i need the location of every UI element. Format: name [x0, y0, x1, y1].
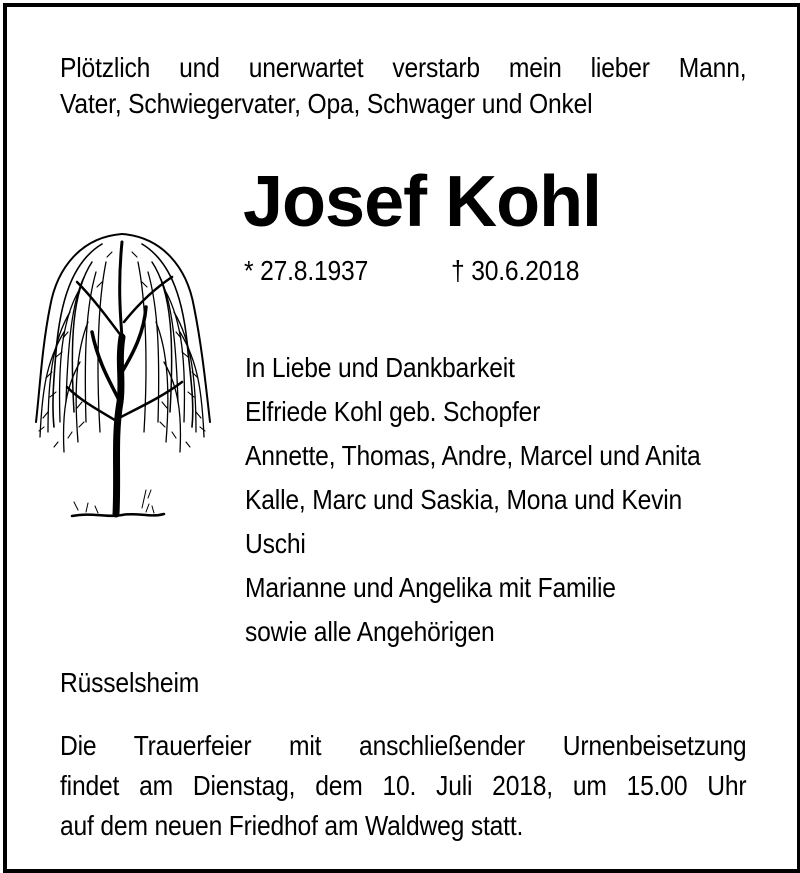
intro-line: Plötzlich und unerwartet verstarb mein lieber Mann,	[60, 52, 747, 83]
mourners-line: Kalle, Marc und Saskia, Mona und Kevin	[245, 484, 683, 515]
ceremony-line: auf dem neuen Friedhof am Waldweg statt.	[60, 810, 524, 841]
place-name: Rüsselsheim	[60, 667, 200, 698]
ceremony-line: findet am Dienstag, dem 10. Juli 2018, um 15.00 Uhr	[60, 770, 747, 801]
death-date: † 30.6.2018	[451, 255, 580, 286]
ceremony-line: Die Trauerfeier mit anschließender Urnenbeisetzung	[60, 730, 747, 761]
mourners-line: Annette, Thomas, Andre, Marcel und Anita	[245, 440, 701, 471]
deceased-name: Josef Kohl	[243, 162, 602, 242]
mourners-line: Uschi	[245, 528, 306, 559]
mourners-line: Marianne und Angelika mit Familie	[245, 572, 616, 603]
mourners-line: sowie alle Angehörigen	[245, 616, 495, 647]
mourners-line: In Liebe und Dankbarkeit	[245, 352, 515, 383]
intro-text	[60, 50, 746, 122]
intro-line: Vater, Schwiegervater, Opa, Schwager und Onkel	[60, 88, 593, 119]
mourners-line: Elfriede Kohl geb. Schopfer	[245, 396, 541, 427]
ceremony-text	[60, 726, 746, 846]
mourners-list	[245, 346, 700, 654]
birth-date: * 27.8.1937	[244, 255, 369, 286]
weeping-willow-icon	[22, 222, 222, 527]
